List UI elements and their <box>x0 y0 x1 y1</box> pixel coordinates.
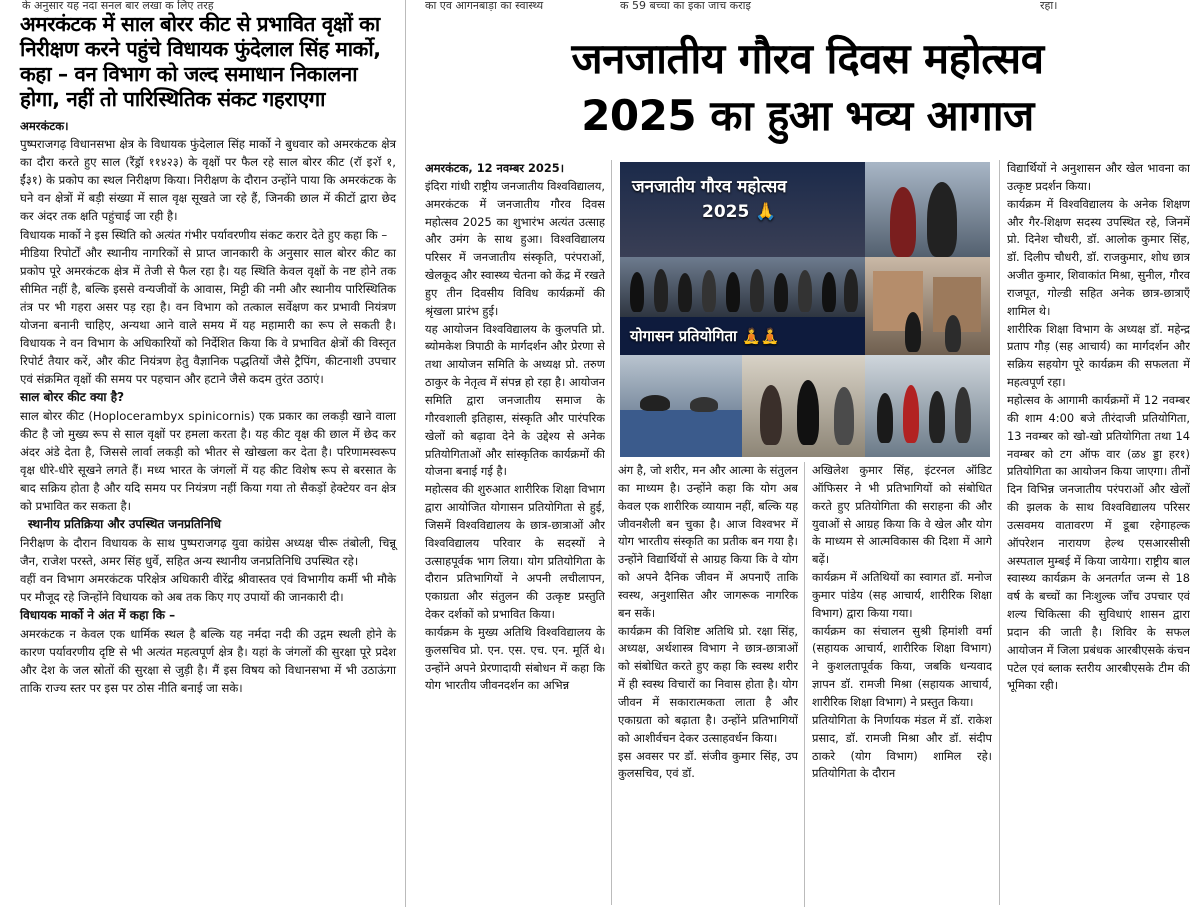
main-article-column-3 <box>812 462 992 907</box>
main-article-paragraph: कार्यक्रम के मुख्य अतिथि विश्वविद्यालय के कुलसचिव प्रो. एन. एस. एच. एन. मूर्ति थे। उन्होंने अपने प्रेरणादायी संबोधन में कहा कि योग भारतीय जीवनदर्शन का अभिन्न <box>425 624 605 693</box>
left-article-paragraph: मीडिया रिपोर्टों और स्थानीय नागरिकों से प्राप्त जानकारी के अनुसार साल बोरर कीट का प्रकोप पूरे अमरकंटक क्षेत्र में तेजी से फैल रहा है। यह स्थिति केवल वृक्षों के नष्ट होने तक सीमित नहीं है, बल्कि इससे वन्यजीवों के आवास, मिट्टी की नमी और स्थानीय पारिस्थितिक तंत्र पर भी गहरा असर पड़ रहा है। वन विभाग को तत्काल सर्वेक्षण कर प्रभावी नियंत्रण योजना बनानी चाहिए, अन्यथा आने वाले समय में यह महामारी का रूप ले सकती है। विधायक ने वन विभाग के अधिकारियों को निर्देशित किया कि वे प्रभावित क्षेत्रों की विस्तृत रिपोर्ट तैयार करें, और कीट नियंत्रण हेतु वैज्ञानिक पद्धतियों जैसे ट्रैपिंग, कीटनाशी उपचार एवं संक्रमित वृक्षों की समय पर पहचान और हटाने जैसे कदम तुरंत उठाएं। <box>20 245 396 387</box>
main-article-paragraph: इस अवसर पर डॉ. संजीव कुमार सिंह, उप कुलसचिव, एवं डॉ. <box>618 748 798 781</box>
main-article-paragraph: इंदिरा गांधी राष्ट्रीय जनजातीय विश्वविद्यालय, अमरकंटक में जनजातीय गौरव दिवस महोत्सव 2025 का शुभारंभ अत्यंत उत्साह और उमंग के साथ हुआ। विश्वविद्यालय परिसर में जनजातीय संस्कृति, परंपराओं, खेलकूद और स्वास्थ्य चेतना को केंद्र में रखते हुए तीन दिवसीय विविध कार्यक्रमों की श्रृंखला प्रारंभ हुई। <box>425 178 605 318</box>
clipped-previous-text-right: रहा। <box>1040 0 1058 12</box>
main-headline-line1: जनजातीय गौरव दिवस महोत्सव <box>571 34 1044 83</box>
participants-photo <box>865 355 990 457</box>
guests-photo <box>742 355 865 457</box>
photo-banner <box>620 162 865 257</box>
yoga-caption: योगासन प्रतियोगिता 🧘🧘 <box>630 327 780 345</box>
main-article-paragraph: अखिलेश कुमार सिंह, इंटरनल ऑडिट ऑफिसर ने भी प्रतिभागियों को संबोधित करते हुए प्रतियोगिता की सराहना की और युवाओं से आग्रह किया कि वे खेल और योग के माध्यम से आत्मविकास की दिशा में आगे बढ़ें। <box>812 463 992 567</box>
main-article-column-2 <box>618 462 798 907</box>
event-photo-collage <box>620 162 990 457</box>
folded-hands-icon: 🙏 <box>755 202 777 222</box>
column-divider <box>405 0 406 907</box>
main-article-paragraph: यह आयोजन विश्वविद्यालय के कुलपति प्रो. ब्योमकेश त्रिपाठी के मार्गदर्शन और प्रेरणा से तथा आयोजन समिति के अध्यक्ष प्रो. तरुण ठाकुर के नेतृत्व में संपन्न हो रहा है। आयोजन समिति द्वारा जनजातीय समाज के गौरवशाली इतिहास, संस्कृति और पारंपरिक खेलों को बढ़ावा देने के उद्देश्य से अनेक प्रतियोगिताओं और सांस्कृतिक कार्यक्रमों की योजना बनाई गई है। <box>425 321 605 479</box>
clipped-previous-text-left: के अनुसार यह नदा सनल बार लखा क लिए तरह <box>22 0 214 12</box>
left-article <box>20 12 396 907</box>
main-article-paragraph: विद्यार्थियों ने अनुशासन और खेल भावना का उत्कृष्ट प्रदर्शन किया। <box>1007 161 1190 193</box>
dignitaries-photo <box>865 162 990 257</box>
main-article-paragraph: कार्यक्रम की विशिष्ट अतिथि प्रो. रक्षा सिंह, अध्यक्ष, अर्थशास्त्र विभाग ने छात्र-छात्राओं को संबोधित करते हुए कहा कि स्वस्थ शरीर में ही स्वस्थ विचारों का निवास होता है। योग जीवन में सकारात्मकता लाता है और एकाग्रता को बढ़ाता है। उन्होंने प्रतिभागियों को आशीर्वचन देकर उत्साहवर्धन किया। <box>618 623 798 745</box>
main-article-paragraph: कार्यक्रम में अतिथियों का स्वागत डॉ. मनोज कुमार पांडेय (सह आचार्य, शारीरिक शिक्षा विभाग) द्वारा किया गया। <box>812 570 992 620</box>
left-article-paragraph: अमरकंटक न केवल एक धार्मिक स्थल है बल्कि यह नर्मदा नदी की उद्गम स्थली होने के कारण पर्यावरणीय दृष्टि से भी अत्यंत महत्वपूर्ण क्षेत्र है। यहां के जंगलों की सुरक्षा पूरे प्रदेश और देश के जल स्रोतों की सुरक्षा से जुड़ी है। मैं इस विषय को विधानसभा में भी उठाऊंगा ताकि राज्य स्तर पर इस पर ठोस नीति बनाई जा सके। <box>20 626 396 696</box>
column-divider <box>611 160 612 905</box>
main-article-paragraph: महोत्सव के आगामी कार्यक्रमों में 12 नवम्बर की शाम 4:00 बजे तीरंदाजी प्रतियोगिता, 13 नवम्बर को खो-खो प्रतियोगिता तथा 14 नवम्बर को टग ऑफ वार (ळ४ ड्डा हर१) प्रतियोगिता का आयोजन किया जाएगा। तीनों दिन विभिन्न जनजातीय परंपराओं और खेलों की झलक के साथ विश्वविद्यालय परिसर उत्सवमय वातावरण में डूबा रहेगाहल्क ऑपरेशन नारायण हेल्थ एसआरसीसी अस्पताल मुम्बई में किया जायेगा। राष्ट्रीय बाल स्वास्थ्य कार्यक्रम के अनतर्गत जन्म से 18 वर्ष के बच्चों का निःशुल्क जाँच उपचार एवं शल्य चिकित्सा की सुविधाएं शासन द्वारा प्रदान की जाती है। शिविर के सफल आयोजन में जिला प्रबंधक आरबीएसके कंचन पटेल एवं ब्लाक स्तरीय आरबीएसके टीम की भूमिका रही। <box>1007 392 1190 693</box>
column-divider <box>999 160 1000 905</box>
left-article-dateline: अमरकंटक। <box>20 119 69 133</box>
yoga-icon: 🧘🧘 <box>742 327 780 345</box>
left-article-paragraph: वहीं वन विभाग अमरकंटक परिक्षेत्र अधिकारी वीरेंद्र श्रीवास्तव एवं विभागीय कर्मी भी मौके पर मौजूद रहे जिन्होंने विधायक को अब तक किए गए उपायों की जानकारी दी। <box>20 572 396 605</box>
left-article-subheading: स्थानीय प्रतिक्रिया और उपस्थित जनप्रतिनिधि <box>28 517 222 532</box>
yoga-mats-photo <box>620 355 742 457</box>
main-article-column-1 <box>425 160 605 905</box>
main-article-paragraph: महोत्सव की शुरुआत शारीरिक शिक्षा विभाग द्वारा आयोजित योगासन प्रतियोगिता से हुई, जिसमें विश्वविद्यालय के छात्र-छात्राओं और विश्वविद्यालय परिवार के सदस्यों ने उत्साहपूर्वक भाग लिया। योग प्रतियोगिता के दौरान प्रतिभागियों ने अपनी लचीलापन, एकाग्रता और संतुलन की उत्कृष्ट प्रस्तुति देकर दर्शकों को प्रभावित किया। <box>425 482 605 622</box>
left-article-paragraph: निरीक्षण के दौरान विधायक के साथ पुष्पराजगढ़ युवा कांग्रेस अध्यक्ष चीरू तंबोली, चिन्नू जैन, राजेश परस्ते, अमर सिंह धुर्वे, सहित अन्य स्थानीय जनप्रतिनिधि उपस्थित रहे। <box>20 535 396 569</box>
main-headline <box>415 30 1200 144</box>
left-article-subheading: साल बोरर कीट क्या है? <box>20 390 125 405</box>
banner-title: जनजातीय गौरव महोत्सव <box>632 177 787 197</box>
main-article-paragraph: कार्यक्रम का संचालन सुश्री हिमांशी वर्मा (सहायक आचार्य, शारीरिक शिक्षा विभाग) ने कुशलतापूर्वक किया, जबकि धन्यवाद ज्ञापन डॉ. रामजी मिश्रा (सहायक आचार्य, शारीरिक शिक्षा विभाग) ने प्रस्तुत किया। <box>812 623 992 709</box>
left-article-paragraph: साल बोरर कीट (Hoplocerambyx spinicornis) एक प्रकार का लकड़ी खाने वाला कीट है जो मुख्य रूप से साल वृक्षों पर हमला करता है। यह कीट वृक्ष की छाल में छेद कर अंदर अंडे देता है, जिससे लार्वा लकड़ी को भीतर से खोखला कर देता है। परिणामस्वरूप वृक्ष धीरे-धीरे सूखने लगते हैं। मध्य भारत के जंगलों में यह कीट विशेष रूप से बरसात के बाद सक्रिय होता है और यदि समय पर नियंत्रण नहीं किया गया तो सैकड़ों हेक्टेयर वन क्षेत्र को प्रभावित कर सकता है। <box>20 408 396 514</box>
main-article-paragraph: अंग है, जो शरीर, मन और आत्मा के संतुलन का माध्यम है। उन्होंने कहा कि योग अब केवल एक शारीरिक व्यायाम नहीं, बल्कि यह जीवनशैली बन चुका है। आज विश्वभर में योग भारतीय संस्कृति का प्रतीक बन गया है। उन्होंने विद्यार्थियों से आग्रह किया कि वे योग को अपने दैनिक जीवन में अपनाएँ ताकि स्वस्थ, अनुशासित और जागरूक नागरिक बन सकें। <box>618 463 798 620</box>
campus-photo <box>865 257 990 355</box>
yoga-caption-bar <box>620 317 865 355</box>
left-article-paragraph: विधायक मार्को ने इस स्थिति को अत्यंत गंभीर पर्यावरणीय संकट करार देते हुए कहा कि – <box>20 227 388 242</box>
left-article-subheading: विधायक मार्को ने अंत में कहा कि – <box>20 608 176 623</box>
clipped-previous-text-mid2: क 59 बच्चा का इका जाच कराइ <box>620 0 751 12</box>
column-divider <box>804 462 805 907</box>
main-article-dateline: अमरकंटक, 12 नवम्बर 2025। <box>425 161 565 175</box>
main-headline-line2: 2025 का हुआ भव्य आगाज <box>581 91 1034 140</box>
main-article-paragraph: प्रतियोगिता के निर्णायक मंडल में डॉ. राकेश प्रसाद, डॉ. रामजी मिश्रा और डॉ. संदीप ठाकरे (योग विभाग) शामिल रहे। प्रतियोगिता के दौरान <box>812 712 992 781</box>
clipped-previous-text-mid1: का एव आगनबाड़ा का स्वास्थ्य <box>425 0 544 12</box>
main-article-paragraph: शारीरिक शिक्षा विभाग के अध्यक्ष डॉ. महेन्द्र प्रताप गौड़ (सह आचार्य) का मार्गदर्शन और सक्रिय सहयोग पूरे कार्यक्रम की सफलता में महत्वपूर्ण रहा। <box>1007 321 1190 390</box>
left-article-paragraph: पुष्पराजगढ़ विधानसभा क्षेत्र के विधायक फुंदेलाल सिंह मार्को ने बुधवार को अमरकंटक क्षेत्र का दौरा करते हुए साल (रैंड्रॉ ११४२३) के वृक्षों पर फैल रहे साल बोरर कीट (रॉ इ२ॉ १, ईं३१) के प्रकोप का स्थल निरीक्षण किया। निरीक्षण के दौरान उन्होंने पाया कि अमरकंटक के घने वन क्षेत्रों में बड़ी संख्या में साल वृक्ष सूखते जा रहे हैं, जिनकी छाल में कीटों द्वारा छेद कर अंदर तक क्षति पहुंचाई जा रही है। <box>20 137 396 224</box>
banner-year: 2025 🙏 <box>702 202 777 222</box>
main-article-column-4 <box>1007 160 1190 905</box>
left-article-headline: अमरकंटक में साल बोरर कीट से प्रभावित वृक्षों का निरीक्षण करने पहुंचे विधायक फुंदेलाल सिंह मार्को, कहा – वन विभाग को जल्द समाधान निकालना होगा, नहीं तो पारिस्थितिक संकट गहराएगा <box>20 12 381 111</box>
main-article-paragraph: कार्यक्रम में विश्वविद्यालय के अनेक शिक्षण और गैर-शिक्षण सदस्य उपस्थित रहे, जिनमें प्रो. दिनेश चौधरी, डॉ. आलोक कुमार सिंह, डॉ. दिलीप चौधरी, डॉ. राजकुमार, शोध छात्र अजीत कुमार, शिवाकांत मिश्रा, सुनील, गौरव राजपूत, गोल्डी सहित अनेक छात्र-छात्राएँ शामिल थे। <box>1007 196 1190 318</box>
group-photo <box>620 257 865 317</box>
